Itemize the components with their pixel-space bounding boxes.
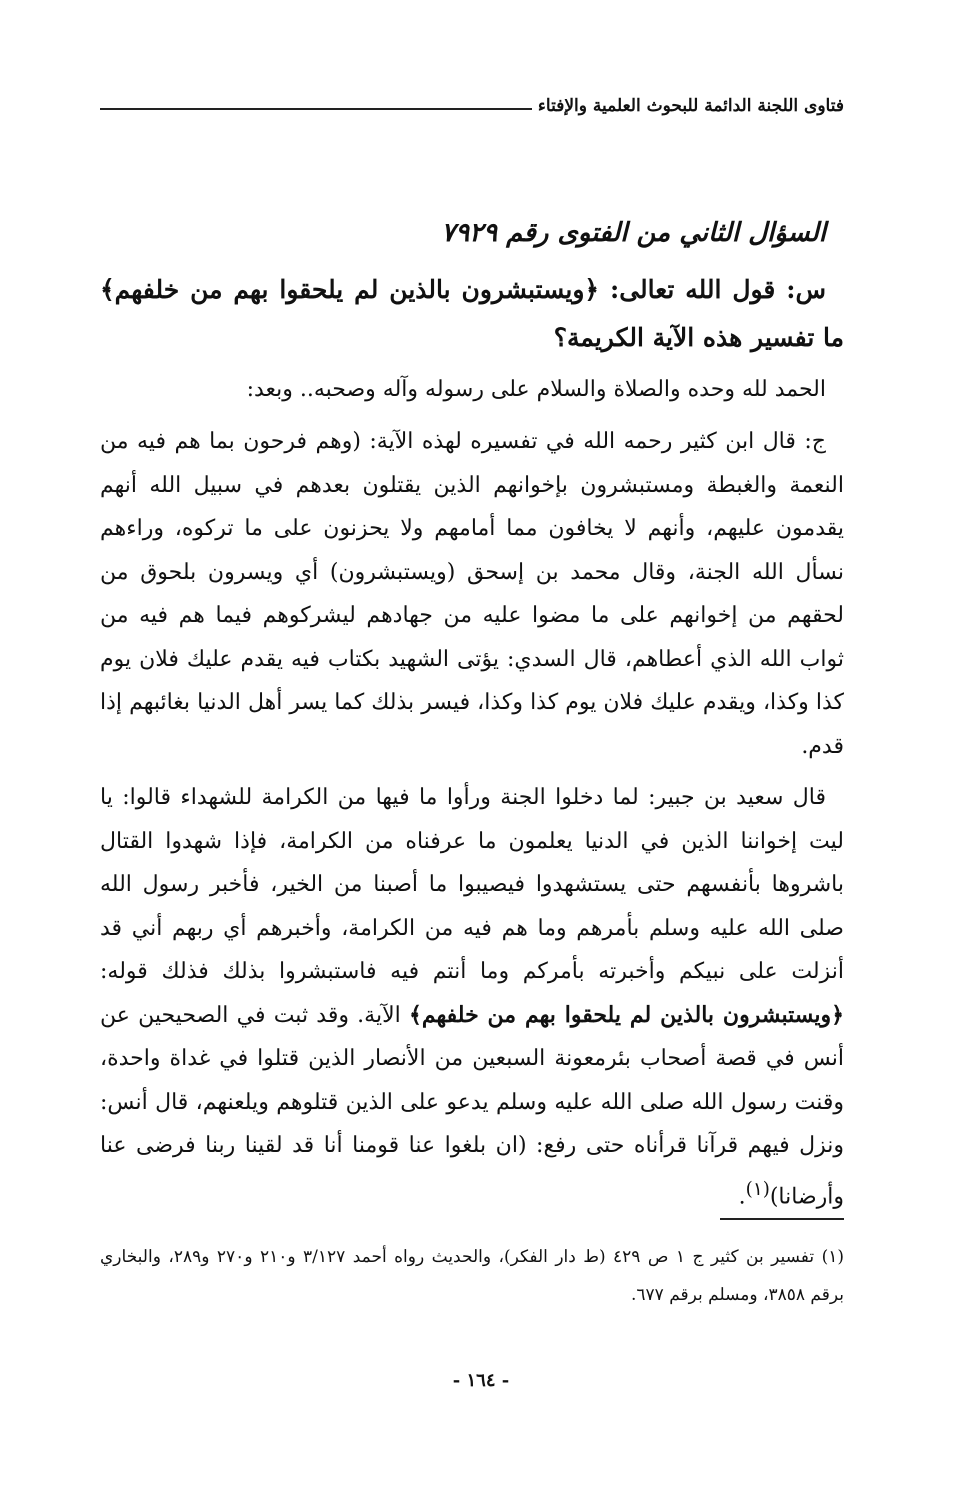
header-title: فتاوى اللجنة الدائمة للبحوث العلمية والإفتاء	[537, 96, 844, 116]
opening-praise: الحمد لله وحده والصلاة والسلام على رسوله وآله وصحبه.. وبعد:	[246, 377, 826, 402]
question-suffix: ما تفسير هذه الآية الكريمة؟	[553, 323, 844, 352]
question-verse: ﴿ويستبشرون بالذين لم يلحقوا بهم من خلفهم﴾	[100, 275, 600, 304]
running-header	[100, 96, 844, 116]
main-content	[100, 208, 844, 1226]
answer-2-text: قال سعيد بن جبير: لما دخلوا الجنة ورأوا ما فيها من الكرامة للشهداء قالوا: يا ليت إخواننا الذين في الدنيا يعلمون ما عرفناه من الكرامة، فإذا شهدوا القتال باشروها بأنفسهم حتى يستشهدوا فيصيبوا ما أصبنا من الخير، فأخبر رسول الله صلى الله عليه وسلم بأمرهم وما هم فيه من الكرامة، وأخبرهم أي ربهم أني قد أنزلت على نبيكم وأخبرته بأمركم وما أنتم فيه فاستبشروا بذلك فذلك قوله:	[100, 785, 844, 984]
answer-2-end: .	[738, 1183, 746, 1209]
answer-2-continuation: الآية. وقد ثبت في الصحيحين عن أنس في قصة أصحاب بئرمعونة السبعين من الأنصار الذين قتلوا في غداة واحدة، وقنت رسول الله صلى الله عليه وسلم يدعو على الذين قتلوهم ويلعنهم، قال أنس: ونزل فيهم قرآنا قرأناه حتى رفع: (ان بلغوا عنا قومنا أنا قد لقينا ربنا فرضى عنا وأرضانا)	[100, 1002, 844, 1209]
footnote-marker: (١)	[745, 1178, 770, 1200]
page-number: - ١٦٤ -	[452, 1370, 510, 1391]
question-paragraph	[100, 266, 844, 362]
answer-2-verse: ﴿ويستبشرون بالذين لم يلحقوا بهم من خلفهم﴾	[408, 1001, 844, 1028]
header-rule	[100, 108, 532, 110]
answer-paragraph-2	[100, 776, 844, 1218]
question-prefix: س: قول الله تعالى:	[609, 275, 826, 304]
fatwa-title: السؤال الثاني من الفتوى رقم ٧٩٢٩	[441, 218, 826, 248]
answer-paragraph-1: ج: قال ابن كثير رحمه الله في تفسيره لهذه الآية: (وهم فرحون بما هم فيه من النعمة والغبطة ومستبشرون بإخوانهم الذين يقتلون بعدهم في سبيل الله أنهم يقدمون عليهم، وأنهم لا يخافون مما أمامهم ولا يحزنون على ما تركوه، وراءهم نسأل الله الجنة، وقال محمد بن إسحق (ويستبشرون) أي ويسرون بلحوق من لحقهم من إخوانهم على ما مضوا عليه من جهادهم ليشركوهم فيما هم فيه من ثواب الله الذي أعطاهم، قال السدي: يؤتى الشهيد بكتاب فيه يقدم عليك فلان يوم كذا وكذا، ويقدم عليك فلان يوم كذا وكذا، فيسر بذلك كما يسر أهل الدنيا بغائبهم إذا قدم.	[100, 429, 844, 759]
footnote: (١) تفسير بن كثير ج ١ ص ٤٢٩ (ط دار الفكر)، والحديث رواه أحمد ٣/١٢٧ و٢١٠ و٢٧٠ و٢٨٩، والبخاري برقم ٣٨٥٨، ومسلم برقم ٦٧٧.	[100, 1247, 844, 1305]
footnote-separator	[720, 1218, 844, 1220]
